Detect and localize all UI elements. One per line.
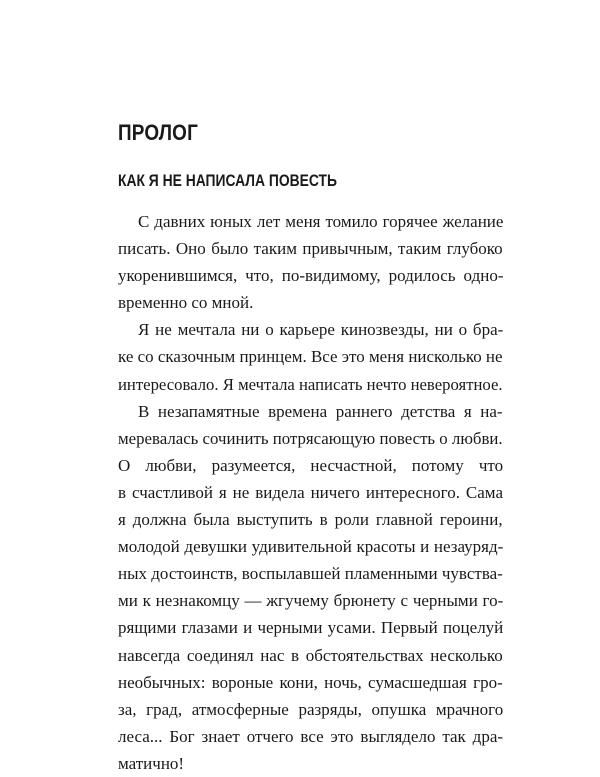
text-line: навсегда соединял нас в обстоятельствах несколько bbox=[118, 645, 503, 665]
text-line: ми к незнакомцу — жгучему брюнету с черными го- bbox=[118, 591, 504, 611]
text-line: С давних юных лет меня томило горячее желание bbox=[138, 212, 504, 231]
text-line: за, град, атмосферные разряды, опушка мрачного bbox=[118, 699, 504, 719]
text-line: матично! bbox=[118, 753, 185, 773]
text-line: ке со сказочным принцем. Все это меня нисколько не bbox=[118, 347, 503, 367]
text-line: в счастливой я не видела ничего интересного. Сама bbox=[118, 482, 503, 502]
text-line: В незапамятные времена раннего детства я на- bbox=[138, 401, 503, 421]
text-line: я должна была выступить в роли главной героини, bbox=[118, 510, 503, 530]
text-line: О любви, разумеется, несчастной, потому что bbox=[118, 455, 504, 475]
text-line: укоренившимся, что, по-видимому, родилось одно- bbox=[118, 266, 504, 286]
text-line: Я не мечтала ни о карьере кинозвезды, ни о бра- bbox=[138, 320, 504, 340]
section-title: КАК Я НЕ НАПИСАЛА ПОВЕСТЬ bbox=[118, 172, 337, 190]
text-line: писать. Оно было таким привычным, таким глубоко bbox=[118, 239, 503, 259]
text-line: леса... Бог знает отчего все это выглядело так дра- bbox=[118, 726, 504, 746]
text-line: ных достоинств, воспылавшей пламенными чувства- bbox=[118, 564, 503, 584]
text-line: необычных: вороные кони, ночь, сумасшедшая гро- bbox=[118, 672, 503, 692]
text-line: рящими глазами и черными усами. Первый поцелуй bbox=[118, 618, 504, 638]
text-line: интересовало. Я мечтала написать нечто невероятное. bbox=[118, 374, 503, 394]
body-text bbox=[118, 208, 503, 777]
text-line: молодой девушки удивительной красоты и незауряд- bbox=[118, 537, 504, 557]
chapter-title: ПРОЛОГ bbox=[118, 120, 198, 145]
text-line: меревалась сочинить потрясающую повесть о любви. bbox=[118, 428, 503, 448]
text-line: временно со мной. bbox=[118, 293, 254, 313]
